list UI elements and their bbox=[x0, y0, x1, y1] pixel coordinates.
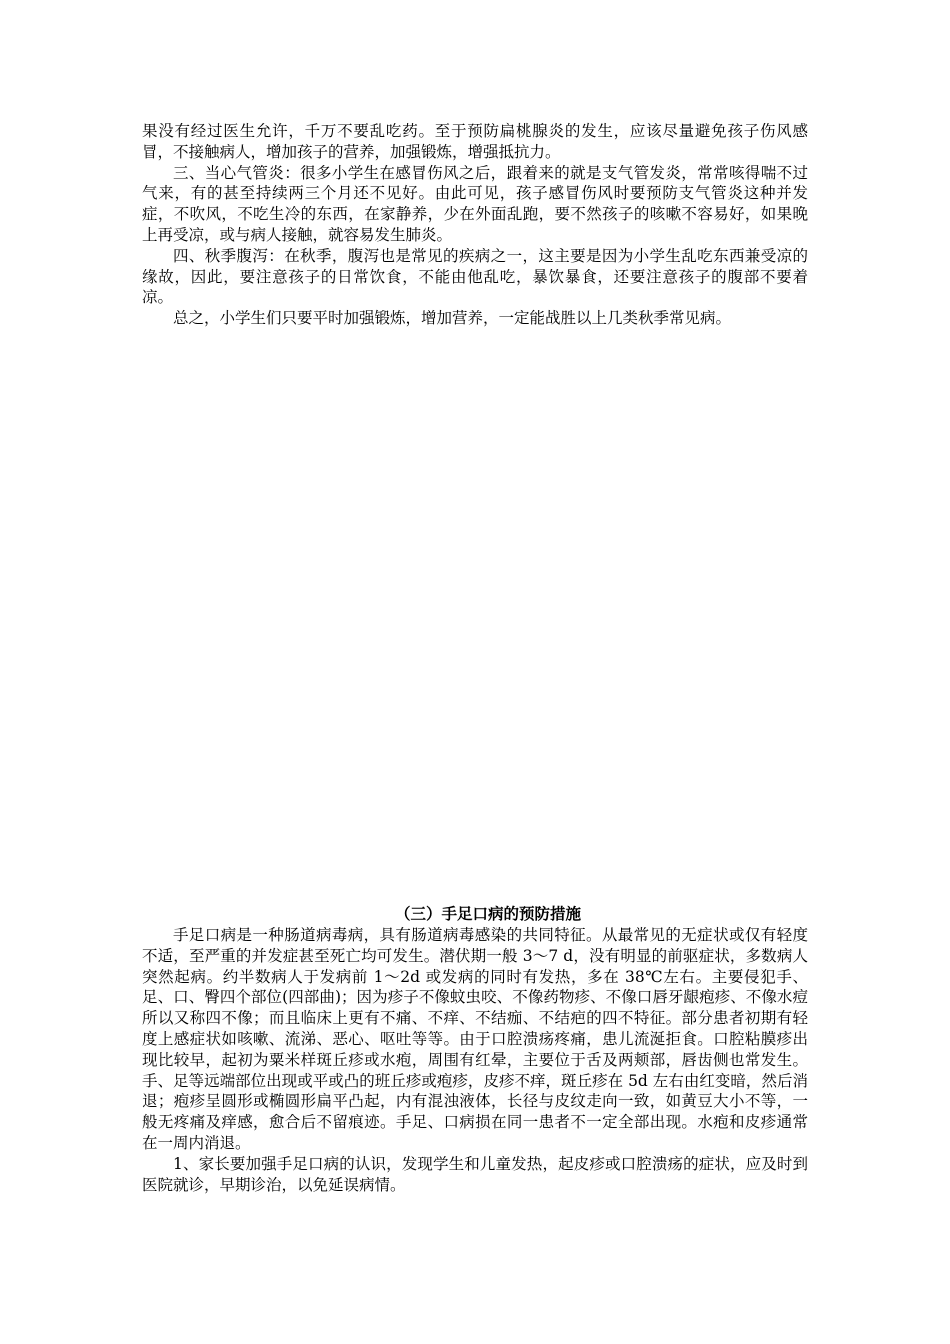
section-title: （三）手足口病的预防措施 bbox=[394, 905, 581, 923]
diarrhea-paragraph: 四、秋季腹泻：在秋季，腹泻也是常见的疾病之一，这主要是因为小学生乱吃东西兼受凉的缘故，因此，要注意孩子的日常饮食，不能由他乱吃，暴饮暴食，还要注意孩子的腹部不要着凉。 bbox=[142, 246, 808, 307]
hfmd-section bbox=[142, 904, 808, 1195]
continued-paragraph: 果没有经过医生允许，千万不要乱吃药。至于预防扁桃腺炎的发生，应该尽量避免孩子伤风感冒，不接触病人，增加孩子的营养，加强锻炼，增强抵抗力。 bbox=[142, 122, 808, 161]
summary-paragraph: 总之，小学生们只要平时加强锻炼，增加营养，一定能战胜以上几类秋季常见病。 bbox=[173, 309, 732, 328]
hfmd-description-paragraph: 手足口病是一种肠道病毒病，具有肠道病毒感染的共同特征。从最常见的无症状或仅有轻度不适，至严重的并发症甚至死亡均可发生。潜伏期一般 3～7 d，没有明显的前驱症状，多数病人突然起病。约半数病人于发病前 1～2d 或发病的同时有发热，多在 38℃左右。主要侵犯手、足、口、臀四个部位(四部曲)；因为疹子不像蚊虫咬、不像药物疹、不像口唇牙龈疱疹、不像水痘所以又称四不像；而且临床上更有不痛、不痒、不结痂、不结疤的四不特征。部分患者初期有轻度上感症状如咳嗽、流涕、恶心、呕吐等等。由于口腔溃疡疼痛，患儿流涎拒食。口腔粘膜疹出现比较早，起初为粟米样斑丘疹或水疱，周围有红晕，主要位于舌及两颊部，唇齿侧也常发生。手、足等远端部位出现或平或凸的班丘疹或疱疹，皮疹不痒，斑丘疹在 5d 左右由红变暗，然后消退；疱疹呈圆形或椭圆形扁平凸起，内有混浊液体，长径与皮纹走向一致，如黄豆大小不等，一般无疼痛及痒感，愈合后不留痕迹。手足、口病损在同一患者不一定全部出现。水疱和皮疹通常在一周内消退。 bbox=[142, 926, 808, 1152]
bronchitis-paragraph: 三、当心气管炎：很多小学生在感冒伤风之后，跟着来的就是支气管发炎，常常咳得喘不过气来，有的甚至持续两三个月还不见好。由此可见，孩子感冒伤风时要预防支气管炎这种并发症，不吹风，不吃生冷的东西，在家静养，少在外面乱跑，要不然孩子的咳嗽不容易好，如果晚上再受凉，或与病人接触，就容易发生肺炎。 bbox=[142, 163, 808, 244]
top-text-block bbox=[142, 121, 808, 329]
prevention-item-1: 1、家长要加强手足口病的认识，发现学生和儿童发热，起皮疹或口腔溃疡的症状，应及时到医院就诊，早期诊治，以免延误病情。 bbox=[142, 1154, 808, 1194]
